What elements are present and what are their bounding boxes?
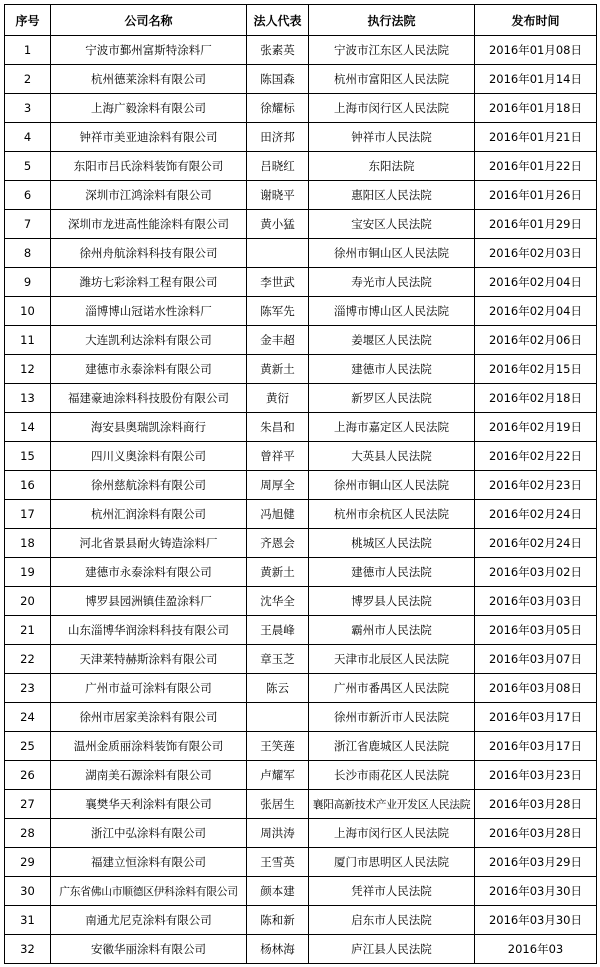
cell-serial-number: 7 xyxy=(5,210,51,239)
table-row xyxy=(5,558,597,587)
cell-publish-date: 2016年01月22日 xyxy=(475,152,597,181)
cell-publish-date: 2016年01月08日 xyxy=(475,36,597,65)
cell-company-name: 博罗县园洲镇佳盈涂料厂 xyxy=(51,587,247,616)
cell-company-name: 徐州舟航涂料科技有限公司 xyxy=(51,239,247,268)
cell-legal-representative: 周洪涛 xyxy=(247,819,309,848)
cell-company-name: 福建立恒涂料有限公司 xyxy=(51,848,247,877)
cell-serial-number: 16 xyxy=(5,471,51,500)
cell-executing-court: 寿光市人民法院 xyxy=(309,268,475,297)
cell-serial-number: 32 xyxy=(5,935,51,964)
cell-executing-court: 钟祥市人民法院 xyxy=(309,123,475,152)
cell-company-name: 广东省佛山市顺德区伊科涂料有限公司 xyxy=(51,877,247,906)
table-row xyxy=(5,529,597,558)
cell-serial-number: 9 xyxy=(5,268,51,297)
cell-company-name: 钟祥市美亚迪涂料有限公司 xyxy=(51,123,247,152)
cell-legal-representative: 张居生 xyxy=(247,790,309,819)
cell-executing-court: 杭州市余杭区人民法院 xyxy=(309,500,475,529)
cell-serial-number: 6 xyxy=(5,181,51,210)
cell-company-name: 天津莱特赫斯涂料有限公司 xyxy=(51,645,247,674)
cell-serial-number: 3 xyxy=(5,94,51,123)
cell-publish-date: 2016年03月02日 xyxy=(475,558,597,587)
cell-serial-number: 10 xyxy=(5,297,51,326)
cell-serial-number: 25 xyxy=(5,732,51,761)
cell-serial-number: 17 xyxy=(5,500,51,529)
cell-company-name: 四川义奥涂料有限公司 xyxy=(51,442,247,471)
cell-company-name: 建德市永泰涂料有限公司 xyxy=(51,558,247,587)
table-body xyxy=(5,36,597,964)
header-legal-representative: 法人代表 xyxy=(247,5,309,36)
cell-legal-representative: 吕晓红 xyxy=(247,152,309,181)
table-row xyxy=(5,152,597,181)
cell-executing-court: 长沙市雨花区人民法院 xyxy=(309,761,475,790)
cell-executing-court: 启东市人民法院 xyxy=(309,906,475,935)
cell-executing-court: 上海市闵行区人民法院 xyxy=(309,94,475,123)
cell-executing-court: 天津市北辰区人民法院 xyxy=(309,645,475,674)
cell-serial-number: 19 xyxy=(5,558,51,587)
cell-publish-date: 2016年03月03日 xyxy=(475,587,597,616)
cell-serial-number: 21 xyxy=(5,616,51,645)
table-row xyxy=(5,65,597,94)
header-serial-number: 序号 xyxy=(5,5,51,36)
cell-publish-date: 2016年03月23日 xyxy=(475,761,597,790)
cell-company-name: 浙江中弘涂料有限公司 xyxy=(51,819,247,848)
cell-legal-representative: 陈军先 xyxy=(247,297,309,326)
cell-executing-court: 惠阳区人民法院 xyxy=(309,181,475,210)
cell-serial-number: 23 xyxy=(5,674,51,703)
cell-serial-number: 12 xyxy=(5,355,51,384)
cell-serial-number: 13 xyxy=(5,384,51,413)
cell-publish-date: 2016年02月06日 xyxy=(475,326,597,355)
table-row xyxy=(5,442,597,471)
cell-publish-date: 2016年03月29日 xyxy=(475,848,597,877)
cell-serial-number: 28 xyxy=(5,819,51,848)
cell-executing-court: 霸州市人民法院 xyxy=(309,616,475,645)
cell-executing-court: 桃城区人民法院 xyxy=(309,529,475,558)
cell-legal-representative: 李世武 xyxy=(247,268,309,297)
cell-executing-court: 杭州市富阳区人民法院 xyxy=(309,65,475,94)
cell-serial-number: 30 xyxy=(5,877,51,906)
table-row xyxy=(5,906,597,935)
judgment-table xyxy=(4,4,597,964)
cell-executing-court: 宝安区人民法院 xyxy=(309,210,475,239)
cell-legal-representative: 黄新土 xyxy=(247,558,309,587)
cell-serial-number: 27 xyxy=(5,790,51,819)
cell-publish-date: 2016年03月28日 xyxy=(475,819,597,848)
cell-publish-date: 2016年03月05日 xyxy=(475,616,597,645)
cell-executing-court: 上海市闵行区人民法院 xyxy=(309,819,475,848)
header-company-name: 公司名称 xyxy=(51,5,247,36)
cell-executing-court: 凭祥市人民法院 xyxy=(309,877,475,906)
cell-executing-court: 宁波市江东区人民法院 xyxy=(309,36,475,65)
cell-legal-representative: 曾祥平 xyxy=(247,442,309,471)
table-row xyxy=(5,819,597,848)
table-row xyxy=(5,616,597,645)
table-row xyxy=(5,703,597,732)
cell-executing-court: 东阳法院 xyxy=(309,152,475,181)
cell-publish-date: 2016年01月18日 xyxy=(475,94,597,123)
cell-serial-number: 26 xyxy=(5,761,51,790)
cell-company-name: 安徽华丽涂料有限公司 xyxy=(51,935,247,964)
cell-company-name: 杭州汇润涂料有限公司 xyxy=(51,500,247,529)
cell-legal-representative: 王雪英 xyxy=(247,848,309,877)
cell-publish-date: 2016年03月17日 xyxy=(475,703,597,732)
cell-publish-date: 2016年02月04日 xyxy=(475,297,597,326)
cell-executing-court: 庐江县人民法院 xyxy=(309,935,475,964)
cell-executing-court: 厦门市思明区人民法院 xyxy=(309,848,475,877)
cell-company-name: 广州市益可涂料有限公司 xyxy=(51,674,247,703)
table-row xyxy=(5,645,597,674)
table-row xyxy=(5,761,597,790)
cell-publish-date: 2016年02月19日 xyxy=(475,413,597,442)
cell-executing-court: 建德市人民法院 xyxy=(309,558,475,587)
cell-executing-court: 襄阳高新技术产业开发区人民法院 xyxy=(309,790,475,819)
cell-legal-representative: 黄小猛 xyxy=(247,210,309,239)
cell-publish-date: 2016年02月23日 xyxy=(475,471,597,500)
cell-publish-date: 2016年02月15日 xyxy=(475,355,597,384)
cell-legal-representative xyxy=(247,239,309,268)
cell-legal-representative: 金丰超 xyxy=(247,326,309,355)
cell-company-name: 襄樊华天利涂料有限公司 xyxy=(51,790,247,819)
cell-company-name: 徐州慈航涂料有限公司 xyxy=(51,471,247,500)
cell-serial-number: 11 xyxy=(5,326,51,355)
table-row xyxy=(5,935,597,964)
cell-legal-representative: 陈云 xyxy=(247,674,309,703)
judgment-table-container xyxy=(4,4,596,964)
cell-publish-date: 2016年02月24日 xyxy=(475,500,597,529)
cell-legal-representative: 田济邦 xyxy=(247,123,309,152)
cell-serial-number: 5 xyxy=(5,152,51,181)
table-row xyxy=(5,181,597,210)
cell-executing-court: 徐州市铜山区人民法院 xyxy=(309,239,475,268)
cell-publish-date: 2016年03月28日 xyxy=(475,790,597,819)
cell-legal-representative: 杨林海 xyxy=(247,935,309,964)
cell-publish-date: 2016年02月04日 xyxy=(475,268,597,297)
table-row xyxy=(5,94,597,123)
cell-serial-number: 1 xyxy=(5,36,51,65)
cell-serial-number: 18 xyxy=(5,529,51,558)
cell-legal-representative: 谢晓平 xyxy=(247,181,309,210)
cell-company-name: 山东淄博华润涂料科技有限公司 xyxy=(51,616,247,645)
header-executing-court: 执行法院 xyxy=(309,5,475,36)
cell-legal-representative: 黄衍 xyxy=(247,384,309,413)
cell-legal-representative: 冯旭健 xyxy=(247,500,309,529)
table-row xyxy=(5,268,597,297)
header-publish-date: 发布时间 xyxy=(475,5,597,36)
cell-legal-representative: 黄新土 xyxy=(247,355,309,384)
cell-legal-representative: 周厚全 xyxy=(247,471,309,500)
cell-legal-representative: 陈国森 xyxy=(247,65,309,94)
cell-executing-court: 上海市嘉定区人民法院 xyxy=(309,413,475,442)
cell-executing-court: 徐州市铜山区人民法院 xyxy=(309,471,475,500)
cell-executing-court: 浙江省鹿城区人民法院 xyxy=(309,732,475,761)
cell-legal-representative: 沈华全 xyxy=(247,587,309,616)
table-row xyxy=(5,326,597,355)
cell-company-name: 福建豪迪涂料科技股份有限公司 xyxy=(51,384,247,413)
table-row xyxy=(5,674,597,703)
cell-publish-date: 2016年02月22日 xyxy=(475,442,597,471)
cell-legal-representative: 王晨峰 xyxy=(247,616,309,645)
cell-publish-date: 2016年03 xyxy=(475,935,597,964)
cell-legal-representative: 章玉芝 xyxy=(247,645,309,674)
cell-publish-date: 2016年01月14日 xyxy=(475,65,597,94)
cell-legal-representative: 朱昌和 xyxy=(247,413,309,442)
cell-publish-date: 2016年01月29日 xyxy=(475,210,597,239)
cell-executing-court: 徐州市新沂市人民法院 xyxy=(309,703,475,732)
table-row xyxy=(5,413,597,442)
cell-company-name: 淄博博山冠诺水性涂料厂 xyxy=(51,297,247,326)
cell-executing-court: 广州市番禺区人民法院 xyxy=(309,674,475,703)
table-row xyxy=(5,210,597,239)
table-row xyxy=(5,297,597,326)
cell-serial-number: 14 xyxy=(5,413,51,442)
table-header-row xyxy=(5,5,597,36)
table-row xyxy=(5,848,597,877)
cell-serial-number: 31 xyxy=(5,906,51,935)
cell-executing-court: 新罗区人民法院 xyxy=(309,384,475,413)
cell-serial-number: 29 xyxy=(5,848,51,877)
cell-publish-date: 2016年02月24日 xyxy=(475,529,597,558)
table-row xyxy=(5,471,597,500)
cell-serial-number: 2 xyxy=(5,65,51,94)
cell-company-name: 上海广毅涂料有限公司 xyxy=(51,94,247,123)
cell-company-name: 宁波市鄞州富斯特涂料厂 xyxy=(51,36,247,65)
cell-executing-court: 建德市人民法院 xyxy=(309,355,475,384)
cell-legal-representative xyxy=(247,703,309,732)
cell-legal-representative: 卢耀军 xyxy=(247,761,309,790)
cell-serial-number: 20 xyxy=(5,587,51,616)
table-row xyxy=(5,123,597,152)
cell-publish-date: 2016年03月17日 xyxy=(475,732,597,761)
cell-legal-representative: 张素英 xyxy=(247,36,309,65)
cell-company-name: 大连凯利达涂料有限公司 xyxy=(51,326,247,355)
cell-company-name: 东阳市吕氏涂料装饰有限公司 xyxy=(51,152,247,181)
cell-executing-court: 淄博市博山区人民法院 xyxy=(309,297,475,326)
cell-company-name: 温州金质丽涂料装饰有限公司 xyxy=(51,732,247,761)
cell-serial-number: 4 xyxy=(5,123,51,152)
cell-company-name: 徐州市居家美涂料有限公司 xyxy=(51,703,247,732)
cell-legal-representative: 徐耀标 xyxy=(247,94,309,123)
cell-executing-court: 姜堰区人民法院 xyxy=(309,326,475,355)
cell-company-name: 深圳市江鸿涂料有限公司 xyxy=(51,181,247,210)
cell-legal-representative: 陈和新 xyxy=(247,906,309,935)
cell-publish-date: 2016年03月30日 xyxy=(475,906,597,935)
table-row xyxy=(5,36,597,65)
table-row xyxy=(5,587,597,616)
cell-serial-number: 8 xyxy=(5,239,51,268)
table-row xyxy=(5,239,597,268)
cell-company-name: 深圳市龙进高性能涂料有限公司 xyxy=(51,210,247,239)
cell-publish-date: 2016年03月08日 xyxy=(475,674,597,703)
cell-company-name: 建德市永泰涂料有限公司 xyxy=(51,355,247,384)
cell-executing-court: 大英县人民法院 xyxy=(309,442,475,471)
table-row xyxy=(5,500,597,529)
cell-legal-representative: 齐恩会 xyxy=(247,529,309,558)
cell-publish-date: 2016年01月21日 xyxy=(475,123,597,152)
cell-company-name: 潍坊七彩涂料工程有限公司 xyxy=(51,268,247,297)
table-row xyxy=(5,732,597,761)
cell-publish-date: 2016年02月03日 xyxy=(475,239,597,268)
table-row xyxy=(5,384,597,413)
table-row xyxy=(5,790,597,819)
cell-legal-representative: 颜本建 xyxy=(247,877,309,906)
cell-publish-date: 2016年03月30日 xyxy=(475,877,597,906)
cell-serial-number: 24 xyxy=(5,703,51,732)
cell-serial-number: 22 xyxy=(5,645,51,674)
cell-company-name: 杭州德莱涂料有限公司 xyxy=(51,65,247,94)
cell-company-name: 湖南美石源涂料有限公司 xyxy=(51,761,247,790)
table-row xyxy=(5,877,597,906)
table-row xyxy=(5,355,597,384)
cell-publish-date: 2016年02月18日 xyxy=(475,384,597,413)
cell-legal-representative: 王笑莲 xyxy=(247,732,309,761)
cell-executing-court: 博罗县人民法院 xyxy=(309,587,475,616)
cell-company-name: 南通尤尼克涂料有限公司 xyxy=(51,906,247,935)
cell-serial-number: 15 xyxy=(5,442,51,471)
cell-company-name: 海安县奥瑞凯涂料商行 xyxy=(51,413,247,442)
cell-company-name: 河北省景县耐火铸造涂料厂 xyxy=(51,529,247,558)
cell-publish-date: 2016年01月26日 xyxy=(475,181,597,210)
cell-publish-date: 2016年03月07日 xyxy=(475,645,597,674)
